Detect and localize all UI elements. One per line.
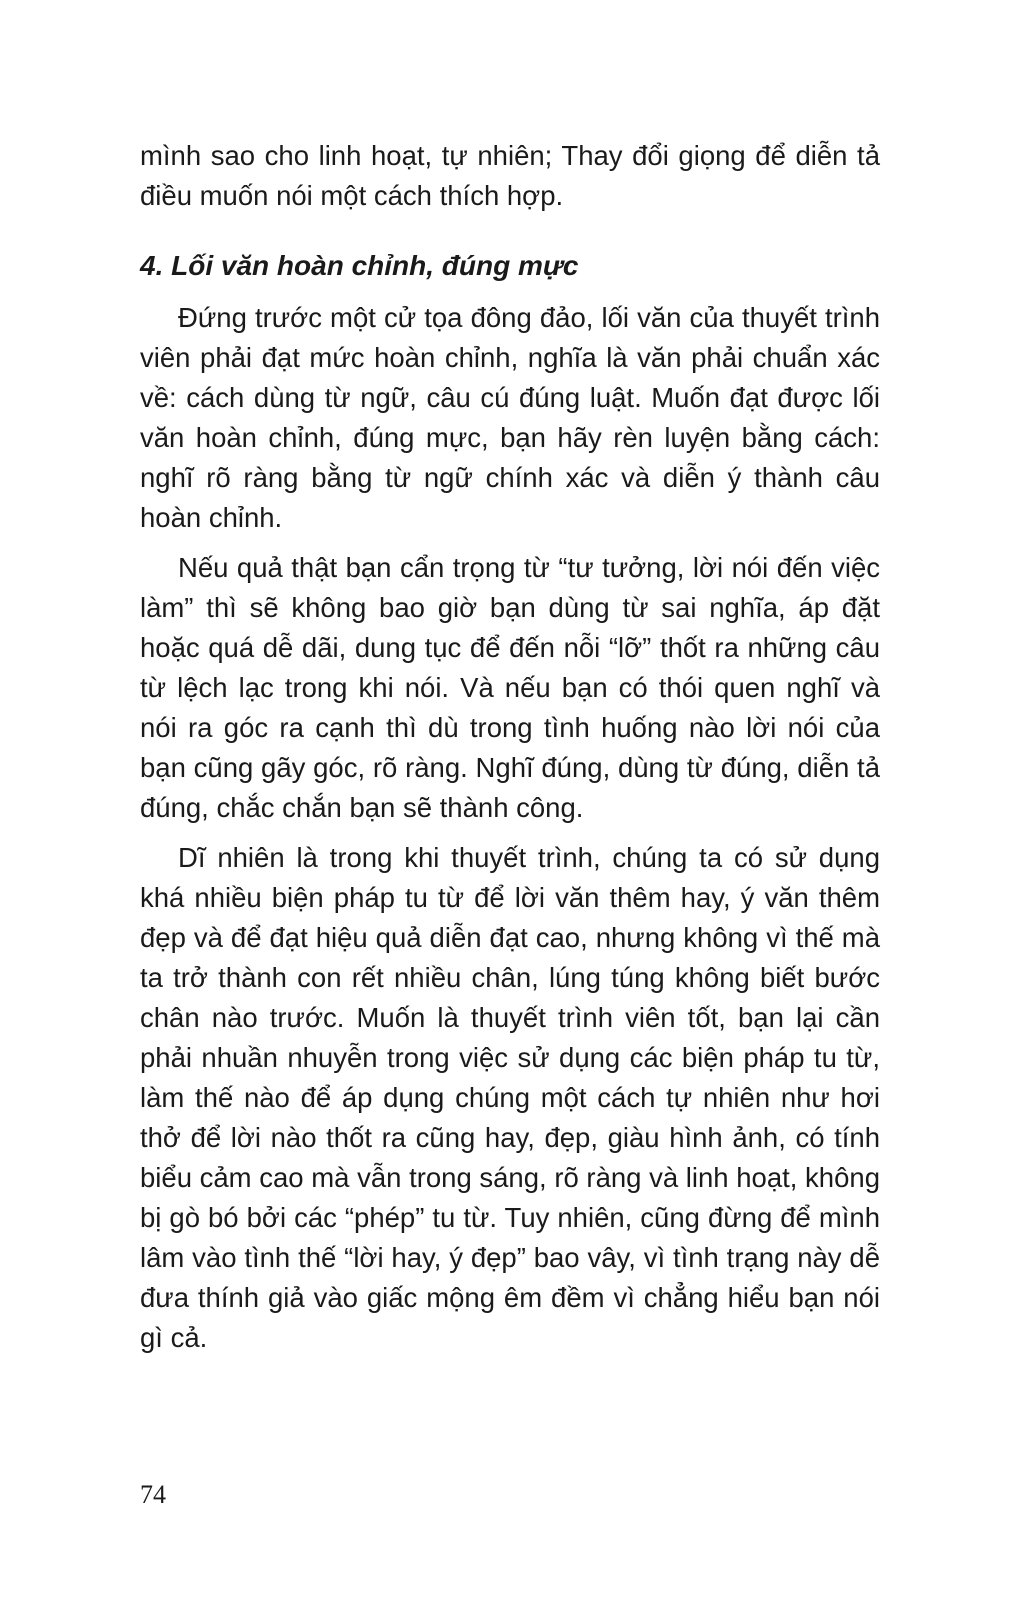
page-body: [140, 136, 880, 1358]
body-paragraph: Nếu quả thật bạn cẩn trọng từ “tư tưởng, lời nói đến việc làm” thì sẽ không bao giờ bạn dùng từ sai nghĩa, áp đặt hoặc quá dễ dãi, dung tục để đến nỗi “lỡ” thốt ra những câu từ lệch lạc trong khi nói. Và nếu bạn có thói quen nghĩ và nói ra góc ra cạnh thì dù trong tình huống nào lời nói của bạn cũng gãy góc, rõ ràng. Nghĩ đúng, dùng từ đúng, diễn tả đúng, chắc chắn bạn sẽ thành công.: [140, 552, 880, 823]
body-paragraph: Dĩ nhiên là trong khi thuyết trình, chúng ta có sử dụng khá nhiều biện pháp tu từ để lời văn thêm hay, ý văn thêm đẹp và để đạt hiệu quả diễn đạt cao, nhưng không vì thế mà ta trở thành con rết nhiều chân, lúng túng không biết bước chân nào trước. Muốn là thuyết trình viên tốt, bạn lại cần phải nhuần nhuyễn trong việc sử dụng các biện pháp tu từ, làm thế nào để áp dụng chúng một cách tự nhiên như hơi thở để lời nào thốt ra cũng hay, đẹp, giàu hình ảnh, có tính biểu cảm cao mà vẫn trong sáng, rõ ràng và linh hoạt, không bị gò bó bởi các “phép” tu từ. Tuy nhiên, cũng đừng để mình lâm vào tình thế “lời hay, ý đẹp” bao vây, vì tình trạng này dễ đưa thính giả vào giấc mộng êm đềm vì chẳng hiểu bạn nói gì cả.: [140, 842, 880, 1353]
page-number: 74: [140, 1480, 166, 1509]
opening-paragraph: mình sao cho linh hoạt, tự nhiên; Thay đổi giọng để diễn tả điều muốn nói một cách thích hợp.: [140, 140, 880, 211]
body-paragraph: Đứng trước một cử tọa đông đảo, lối văn của thuyết trình viên phải đạt mức hoàn chỉnh, nghĩa là văn phải chuẩn xác về: cách dùng từ ngữ, câu cú đúng luật. Muốn đạt được lối văn hoàn chỉnh, đúng mực, bạn hãy rèn luyện bằng cách: nghĩ rõ ràng bằng từ ngữ chính xác và diễn ý thành câu hoàn chỉnh.: [140, 302, 880, 533]
section-heading: 4. Lối văn hoàn chỉnh, đúng mực: [140, 250, 579, 281]
